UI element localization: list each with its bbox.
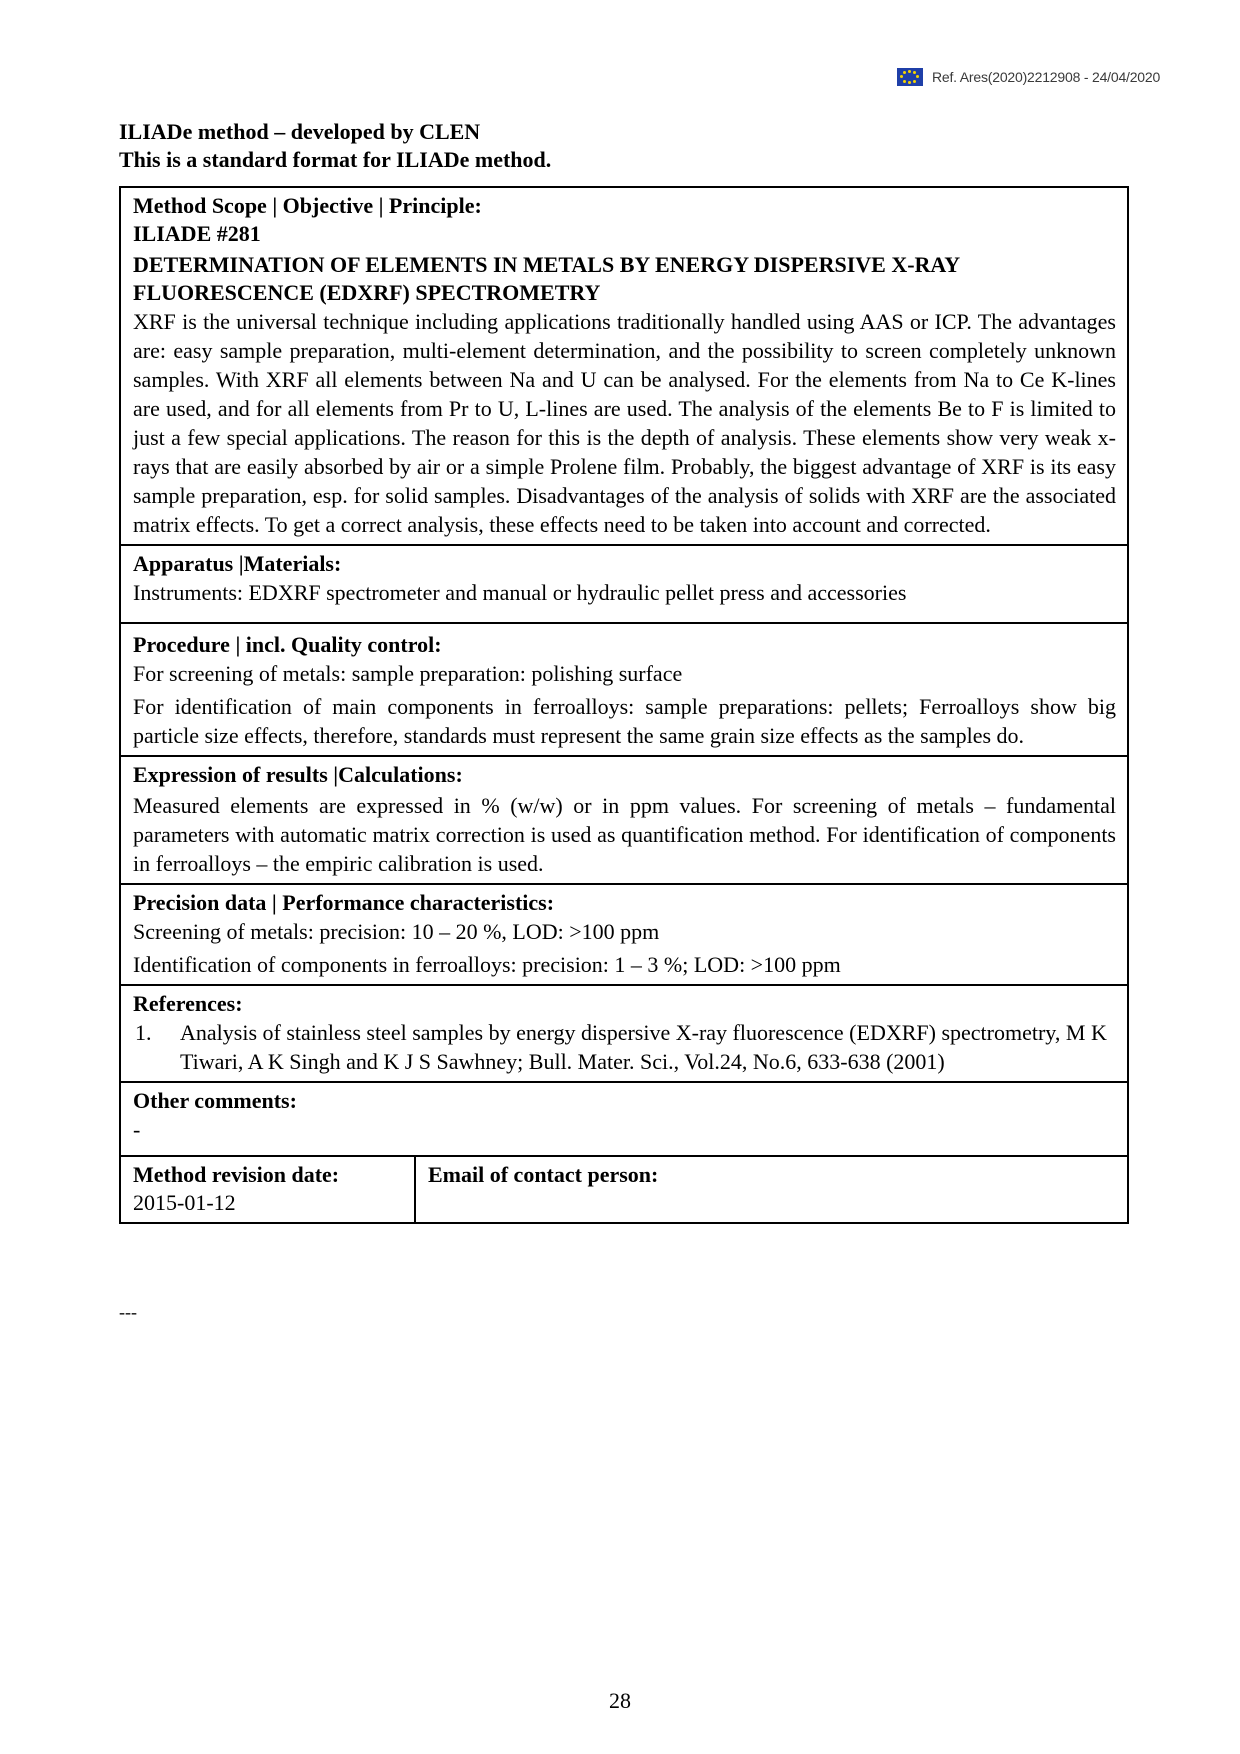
method-table — [119, 186, 1129, 1224]
revision-contact-row — [121, 1157, 1127, 1222]
contact-cell — [416, 1157, 1127, 1222]
scope-text: XRF is the universal technique including applications traditionally handled using AAS or ICP. The advantages are: easy sample preparation, multi-element determination, and the possibility to screen completely unknown samples. With XRF all elements between Na and U can be analysed. For the elements from Na to Ce K-lines are used, and for all elements from Pr to U, L-lines are used. The analysis of the elements Be to F is limited to just a few special applications. The reason for this is the depth of analysis. These elements show very weak x-rays that are easily absorbed by air or a simple Prolene film. Probably, the biggest advantage of XRF is its easy sample preparation, esp. for solid samples. Disadvantages of the analysis of solids with XRF are the associated matrix effects. To get a correct analysis, these effects need to be taken into account and corrected. — [133, 309, 1116, 537]
header-line-1: ILIADe method – developed by CLEN — [119, 119, 481, 144]
scope-title: Method Scope | Objective | Principle: — [133, 193, 482, 218]
document-reference — [897, 68, 1160, 86]
scope-section — [121, 188, 1127, 546]
header-line-2: This is a standard format for ILIADe method. — [119, 147, 552, 172]
method-heading: DETERMINATION OF ELEMENTS IN METALS BY ENERGY DISPERSIVE X-RAY FLUORESCENCE (EDXRF) SPECTROMETRY — [133, 252, 960, 305]
procedure-text-1: For screening of metals: sample preparation: polishing surface — [133, 661, 683, 686]
procedure-text-2: For identification of main components in ferroalloys: sample preparations: pellets; Ferroalloys show big particle size effects, therefore, standards must represent the same grain size effects as the samples do. — [133, 694, 1116, 748]
procedure-section — [121, 624, 1127, 757]
reference-text: Analysis of stainless steel samples by energy dispersive X-ray fluorescence (EDXRF) spectrometry, M K Tiwari, A K Singh and K J S Sawhney; Bull. Mater. Sci., Vol.24, No.6, 633-638 (2001) — [180, 1020, 1107, 1074]
reference-number: 1. — [135, 1020, 152, 1045]
references-section — [121, 986, 1127, 1083]
procedure-title: Procedure | incl. Quality control: — [133, 632, 442, 657]
page-number: 28 — [609, 1688, 631, 1713]
comments-title: Other comments: — [133, 1088, 297, 1113]
apparatus-title: Apparatus |Materials: — [133, 551, 342, 576]
precision-text-1: Screening of metals: precision: 10 – 20 %, LOD: >100 ppm — [133, 919, 660, 944]
end-marker: --- — [119, 1302, 137, 1322]
revision-date: 2015-01-12 — [133, 1190, 236, 1215]
comments-section — [121, 1083, 1127, 1157]
contact-title: Email of contact person: — [428, 1162, 659, 1187]
revision-title: Method revision date: — [133, 1162, 340, 1187]
expression-title: Expression of results |Calculations: — [133, 762, 463, 787]
document-header — [119, 118, 551, 174]
reference-item — [133, 1018, 1116, 1076]
comments-text: - — [133, 1117, 141, 1142]
precision-section — [121, 885, 1127, 986]
eu-flag-icon — [897, 68, 923, 86]
expression-section — [121, 757, 1127, 885]
apparatus-section — [121, 546, 1127, 624]
revision-cell — [121, 1157, 416, 1222]
method-id: ILIADE #281 — [133, 221, 261, 246]
expression-text: Measured elements are expressed in % (w/w) or in ppm values. For screening of metals – fundamental parameters with automatic matrix correction is used as quantification method. For identification of components in ferroalloys – the empiric calibration is used. — [133, 793, 1116, 876]
references-title: References: — [133, 991, 243, 1016]
precision-title: Precision data | Performance characteristics: — [133, 890, 555, 915]
reference-text: Ref. Ares(2020)2212908 - 24/04/2020 — [932, 69, 1161, 85]
precision-text-2: Identification of components in ferroalloys: precision: 1 – 3 %; LOD: >100 ppm — [133, 952, 841, 977]
apparatus-text: Instruments: EDXRF spectrometer and manual or hydraulic pellet press and accessories — [133, 580, 907, 605]
